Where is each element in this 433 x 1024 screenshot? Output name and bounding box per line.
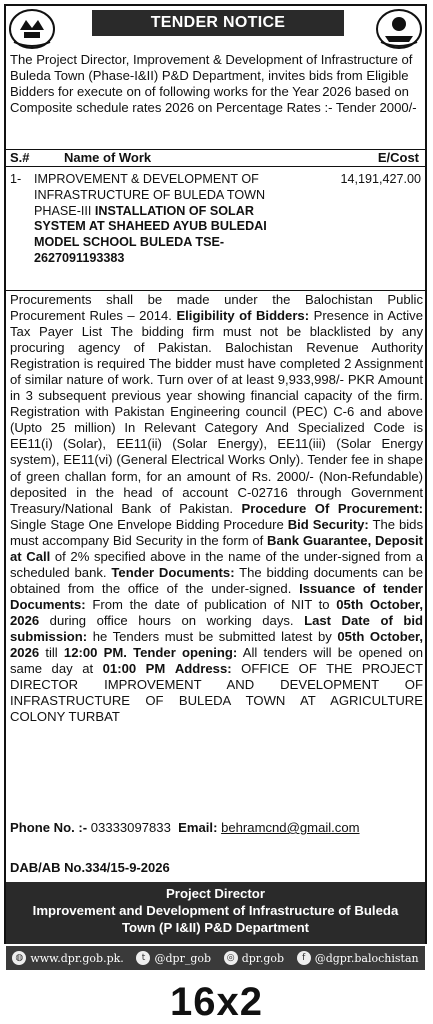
ad-size-label: 16x2 xyxy=(170,980,263,1024)
body-p9: he Tenders must be submitted latest by xyxy=(87,628,338,644)
address-label: Address: xyxy=(174,661,232,677)
reference-number: DAB/AB No.334/15-9-2026 xyxy=(10,860,170,875)
row-sn: 1- xyxy=(10,172,22,186)
body-p2: Presence in Active Tax Payer List The bidding firm must not be blacklisted by any procuring agency of Pakistan. Balochistan Revenue Authority Registration is required The bidder must have completed 2 Assignment of similar nature of work. Turn over of at least 9,933,998/- PKR Amount in 3 subsequent previous year showing financial capacity of the firm. Registration with Pakistan Engineering council (PEC) C-6 and above (Upto 25 million) In Relevant Category And Specialized Code is EE11(i) (Solar), EE11(ii) (Solar Energy), EE11(iii) (Solar Energy system), EE11(vi) (General Electrical Works Only). Tender fee in shape of green challan form, for an amount of Rs. 2000/- (Non-Refundable) deposited in the head of account C-02716 through Government Treasury/National Bank of Pakistan. xyxy=(10,308,423,516)
eligibility-label: Eligibility of Bidders: xyxy=(176,308,310,324)
column-header-sn: S.# xyxy=(10,150,30,165)
body-p8: during office hours on working days. xyxy=(39,612,305,628)
social-bar xyxy=(6,946,425,970)
row-cost: 14,191,427.00 xyxy=(340,172,421,186)
body-p4: The bids must accompany Bid Security in the form of xyxy=(10,516,424,548)
docs-label: Tender Documents: xyxy=(111,564,235,580)
body-p7: From the date of publication of NIT to xyxy=(85,596,337,612)
facebook-label: @dgpr.balochistan xyxy=(314,951,419,965)
email-link[interactable]: behramcnd@gmail.com xyxy=(221,820,360,835)
lasttime: 12:00 PM. xyxy=(63,645,127,661)
footer-line-2: Improvement and Development of Infrastructure of Buleda xyxy=(32,903,399,918)
lastdate-label: Last Date of bid submission: xyxy=(10,612,423,644)
social-instagram[interactable] xyxy=(224,951,284,965)
body-p6: The bidding documents can be obtained from the office of the under-signed. xyxy=(10,564,423,596)
phone-label: Phone No. :- xyxy=(10,820,88,835)
opening-time: 01:00 PM xyxy=(102,661,166,677)
page-title: TENDER NOTICE xyxy=(92,10,344,36)
email-label: Email: xyxy=(178,820,218,835)
footer-line-3: Town (P I&II) P&D Department xyxy=(121,920,310,935)
phone-number: 03333097833 xyxy=(90,820,171,835)
web-label: www.dpr.gob.pk. xyxy=(30,951,124,965)
column-header-work: Name of Work xyxy=(64,150,152,165)
header xyxy=(6,6,425,52)
globe-icon: ◍ xyxy=(12,951,26,965)
row-work-bold: INSTALLATION OF SOLAR SYSTEM AT SHAHEED AYUB BULEDAI MODEL SCHOOL BULEDA TSE-2627091193383 xyxy=(34,203,267,265)
security-label: Bid Security: xyxy=(287,516,369,532)
guarantee-label: Bank Guarantee, Deposit at Call xyxy=(10,532,423,564)
row-work-plain: IMPROVEMENT & DEVELOPMENT OF INFRASTRUCTURE OF BULEDA TOWN PHASE-III xyxy=(34,172,266,218)
body-p10: till xyxy=(39,645,64,661)
body-p11: All tenders will be opened on same day at xyxy=(10,645,424,677)
facebook-icon: f xyxy=(297,951,311,965)
balochistan-emblem-left-icon xyxy=(8,8,56,50)
column-header-cost: E/Cost xyxy=(377,150,419,165)
body-p5: of 2% specified above in the name of the under-signed from a scheduled bank. xyxy=(10,548,424,580)
social-twitter[interactable] xyxy=(136,951,211,965)
row-work xyxy=(34,172,304,267)
divider xyxy=(6,290,425,291)
social-facebook[interactable] xyxy=(297,951,419,965)
body-p3: Single Stage One Envelope Bidding Procedure xyxy=(10,516,288,532)
table-header xyxy=(6,149,425,167)
opening-label: Tender opening: xyxy=(133,645,238,661)
footer-line-1: Project Director xyxy=(166,886,265,901)
body-text xyxy=(10,292,423,725)
balochistan-emblem-right-icon xyxy=(375,8,423,50)
issuance-date: 05th October, 2026 xyxy=(10,596,423,628)
signature-block xyxy=(6,882,425,944)
twitter-icon: t xyxy=(136,951,150,965)
issuance-label: Issuance of tender Documents: xyxy=(10,580,423,612)
intro-paragraph: The Project Director, Improvement & Development of Infrastructure of Buleda Town (Phase-I&II) P&D Department, invites bids from Eligible Bidders for execute on of following works for the Year 2026 based on Composite schedule rates 2026 on Percentage Rates :- Tender 2000/- xyxy=(10,52,417,116)
contact-line xyxy=(10,820,360,836)
twitter-label: @dpr_gob xyxy=(154,951,212,965)
address: OFFICE OF THE PROJECT DIRECTOR IMPROVEMENT AND DEVELOPMENT OF INFRASTRUCTURE OF BULEDA TOWN AT AGRICULTURE COLONY TURBAT xyxy=(10,661,423,725)
instagram-icon: ◎ xyxy=(224,951,238,965)
lastdate: 05th October, 2026 xyxy=(10,628,423,661)
body-p1: Procurements shall be made under the Balochistan Public Procurement Rules – 2014. xyxy=(10,292,423,324)
procedure-label: Procedure Of Procurement: xyxy=(241,500,423,516)
instagram-label: dpr.gob xyxy=(241,951,285,965)
social-web[interactable] xyxy=(12,951,123,965)
